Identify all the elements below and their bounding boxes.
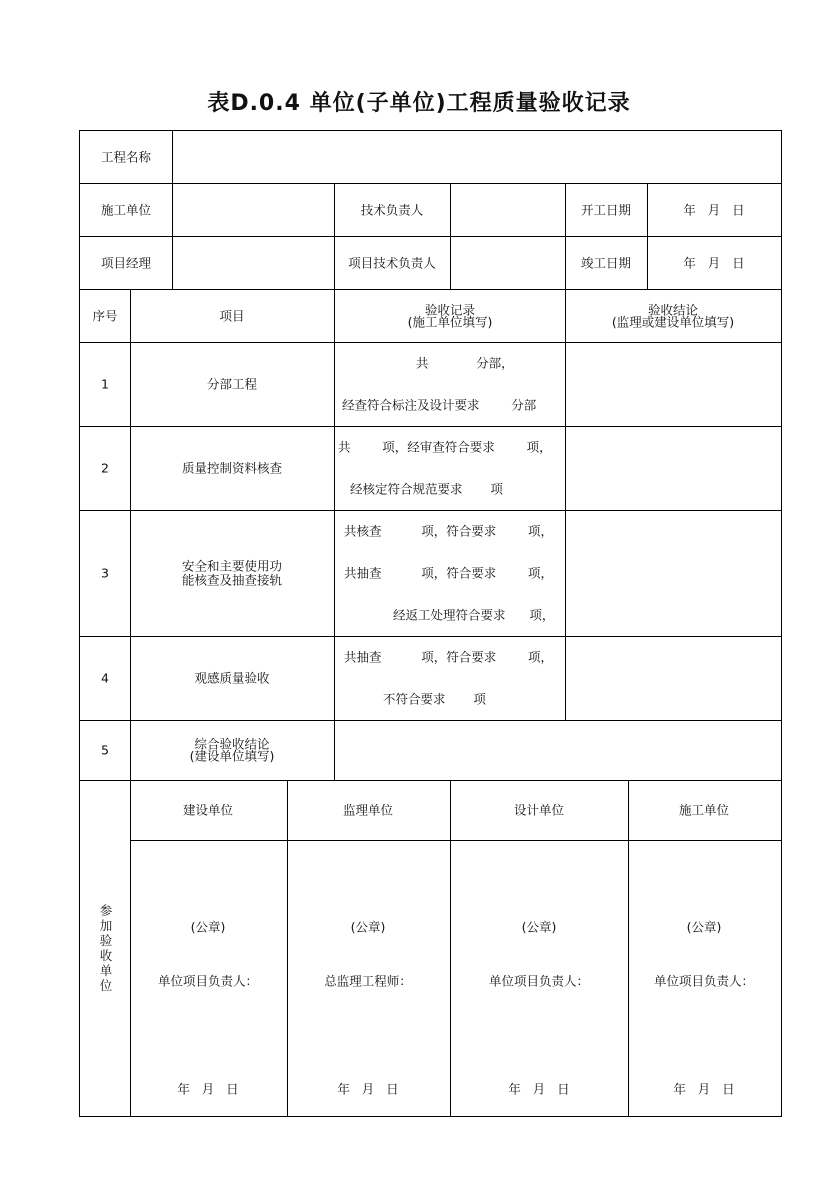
row3-item-line2: 能核查及抽查接轨 [181, 572, 283, 588]
page-title: 表D.0.4 单位(子单位)工程质量验收记录 [207, 91, 631, 116]
row5-seq: 5 [101, 742, 109, 758]
table-border-bottom [79, 1116, 781, 1117]
row-divider [79, 426, 781, 427]
col-divider [628, 780, 629, 1116]
col-seq-header: 序号 [92, 308, 118, 324]
col-divider [172, 130, 173, 289]
participants-side-label: 参加验收单位 [99, 903, 113, 993]
col-divider [450, 183, 451, 289]
col-item-header: 项目 [219, 308, 245, 324]
table-border-right [781, 130, 782, 1117]
col-divider [130, 289, 131, 1116]
completion-date-value: 年 月 日 [683, 255, 745, 271]
col-divider [565, 183, 566, 289]
row-divider [79, 236, 781, 237]
unit2-signer: 总监理工程师： [324, 973, 412, 989]
col-divider [565, 289, 566, 720]
unit3-seal: (公章) [521, 919, 557, 935]
unit4-date: 年 月 日 [673, 1081, 735, 1097]
row3-record-line3: 经返工处理符合要求 项， [393, 607, 555, 623]
table-border-top [79, 130, 781, 131]
row-divider [79, 183, 781, 184]
row4-item: 观感质量验收 [194, 670, 270, 686]
unit3-name: 设计单位 [513, 802, 565, 818]
table-border-left [79, 130, 80, 1117]
row1-record-line1: 共 分部， [416, 355, 514, 371]
unit1-date: 年 月 日 [177, 1081, 239, 1097]
row3-record-line1: 共核查 项，符合要求 项， [344, 523, 554, 539]
row2-seq: 2 [101, 460, 109, 476]
row4-seq: 4 [101, 670, 109, 686]
unit1-seal: (公章) [190, 919, 226, 935]
row1-seq: 1 [101, 376, 109, 392]
row-divider [79, 720, 781, 721]
col-conclusion-header-line1: 验收结论 [647, 302, 699, 318]
row-divider [130, 840, 781, 841]
col-divider [647, 183, 648, 289]
row5-item-line2: (建设单位填写) [189, 748, 275, 764]
row-divider [79, 636, 781, 637]
col-record-header-line1: 验收记录 [424, 302, 476, 318]
unit1-name: 建设单位 [182, 802, 234, 818]
col-record-header-line2: (施工单位填写) [407, 314, 493, 330]
unit2-name: 监理单位 [342, 802, 394, 818]
unit2-seal: (公章) [350, 919, 386, 935]
unit1-signer: 单位项目负责人： [157, 973, 259, 989]
row3-record-line2: 共抽查 项，符合要求 项， [344, 565, 554, 581]
col-divider [450, 780, 451, 1116]
col-conclusion-header-line2: (监理或建设单位填写) [611, 314, 735, 330]
completion-date-label: 竣工日期 [580, 255, 632, 271]
row2-record-line1: 共 项，经审查符合要求 项， [338, 439, 552, 455]
unit3-signer: 单位项目负责人： [488, 973, 590, 989]
unit4-name: 施工单位 [678, 802, 730, 818]
row-divider [79, 289, 781, 290]
row3-item-line1: 安全和主要使用功 [181, 558, 283, 574]
start-date-label: 开工日期 [580, 202, 632, 218]
project-manager-label: 项目经理 [100, 255, 152, 271]
unit2-date: 年 月 日 [337, 1081, 399, 1097]
row2-record-line2: 经核定符合规范要求 项 [350, 481, 503, 497]
row5-item-line1: 综合验收结论 [194, 736, 270, 752]
construction-unit-label: 施工单位 [100, 202, 152, 218]
start-date-value: 年 月 日 [683, 202, 745, 218]
row1-item: 分部工程 [206, 376, 258, 392]
unit4-signer: 单位项目负责人： [653, 973, 755, 989]
unit4-seal: (公章) [686, 919, 722, 935]
col-divider [334, 289, 335, 780]
row-divider [79, 342, 781, 343]
col-divider [287, 780, 288, 1116]
row-divider [79, 780, 781, 781]
project-tech-lead-label: 项目技术负责人 [348, 255, 436, 271]
row4-record-line2: 不符合要求 项 [383, 691, 486, 707]
unit3-date: 年 月 日 [508, 1081, 570, 1097]
row1-record-line2: 经查符合标注及设计要求 分部 [342, 397, 537, 413]
row2-item: 质量控制资料核查 [181, 460, 283, 476]
tech-lead-label: 技术负责人 [360, 202, 424, 218]
row4-record-line1: 共抽查 项，符合要求 项， [344, 649, 554, 665]
row3-seq: 3 [101, 565, 109, 581]
row-divider [79, 510, 781, 511]
project-name-label: 工程名称 [100, 149, 152, 165]
col-divider [334, 183, 335, 289]
